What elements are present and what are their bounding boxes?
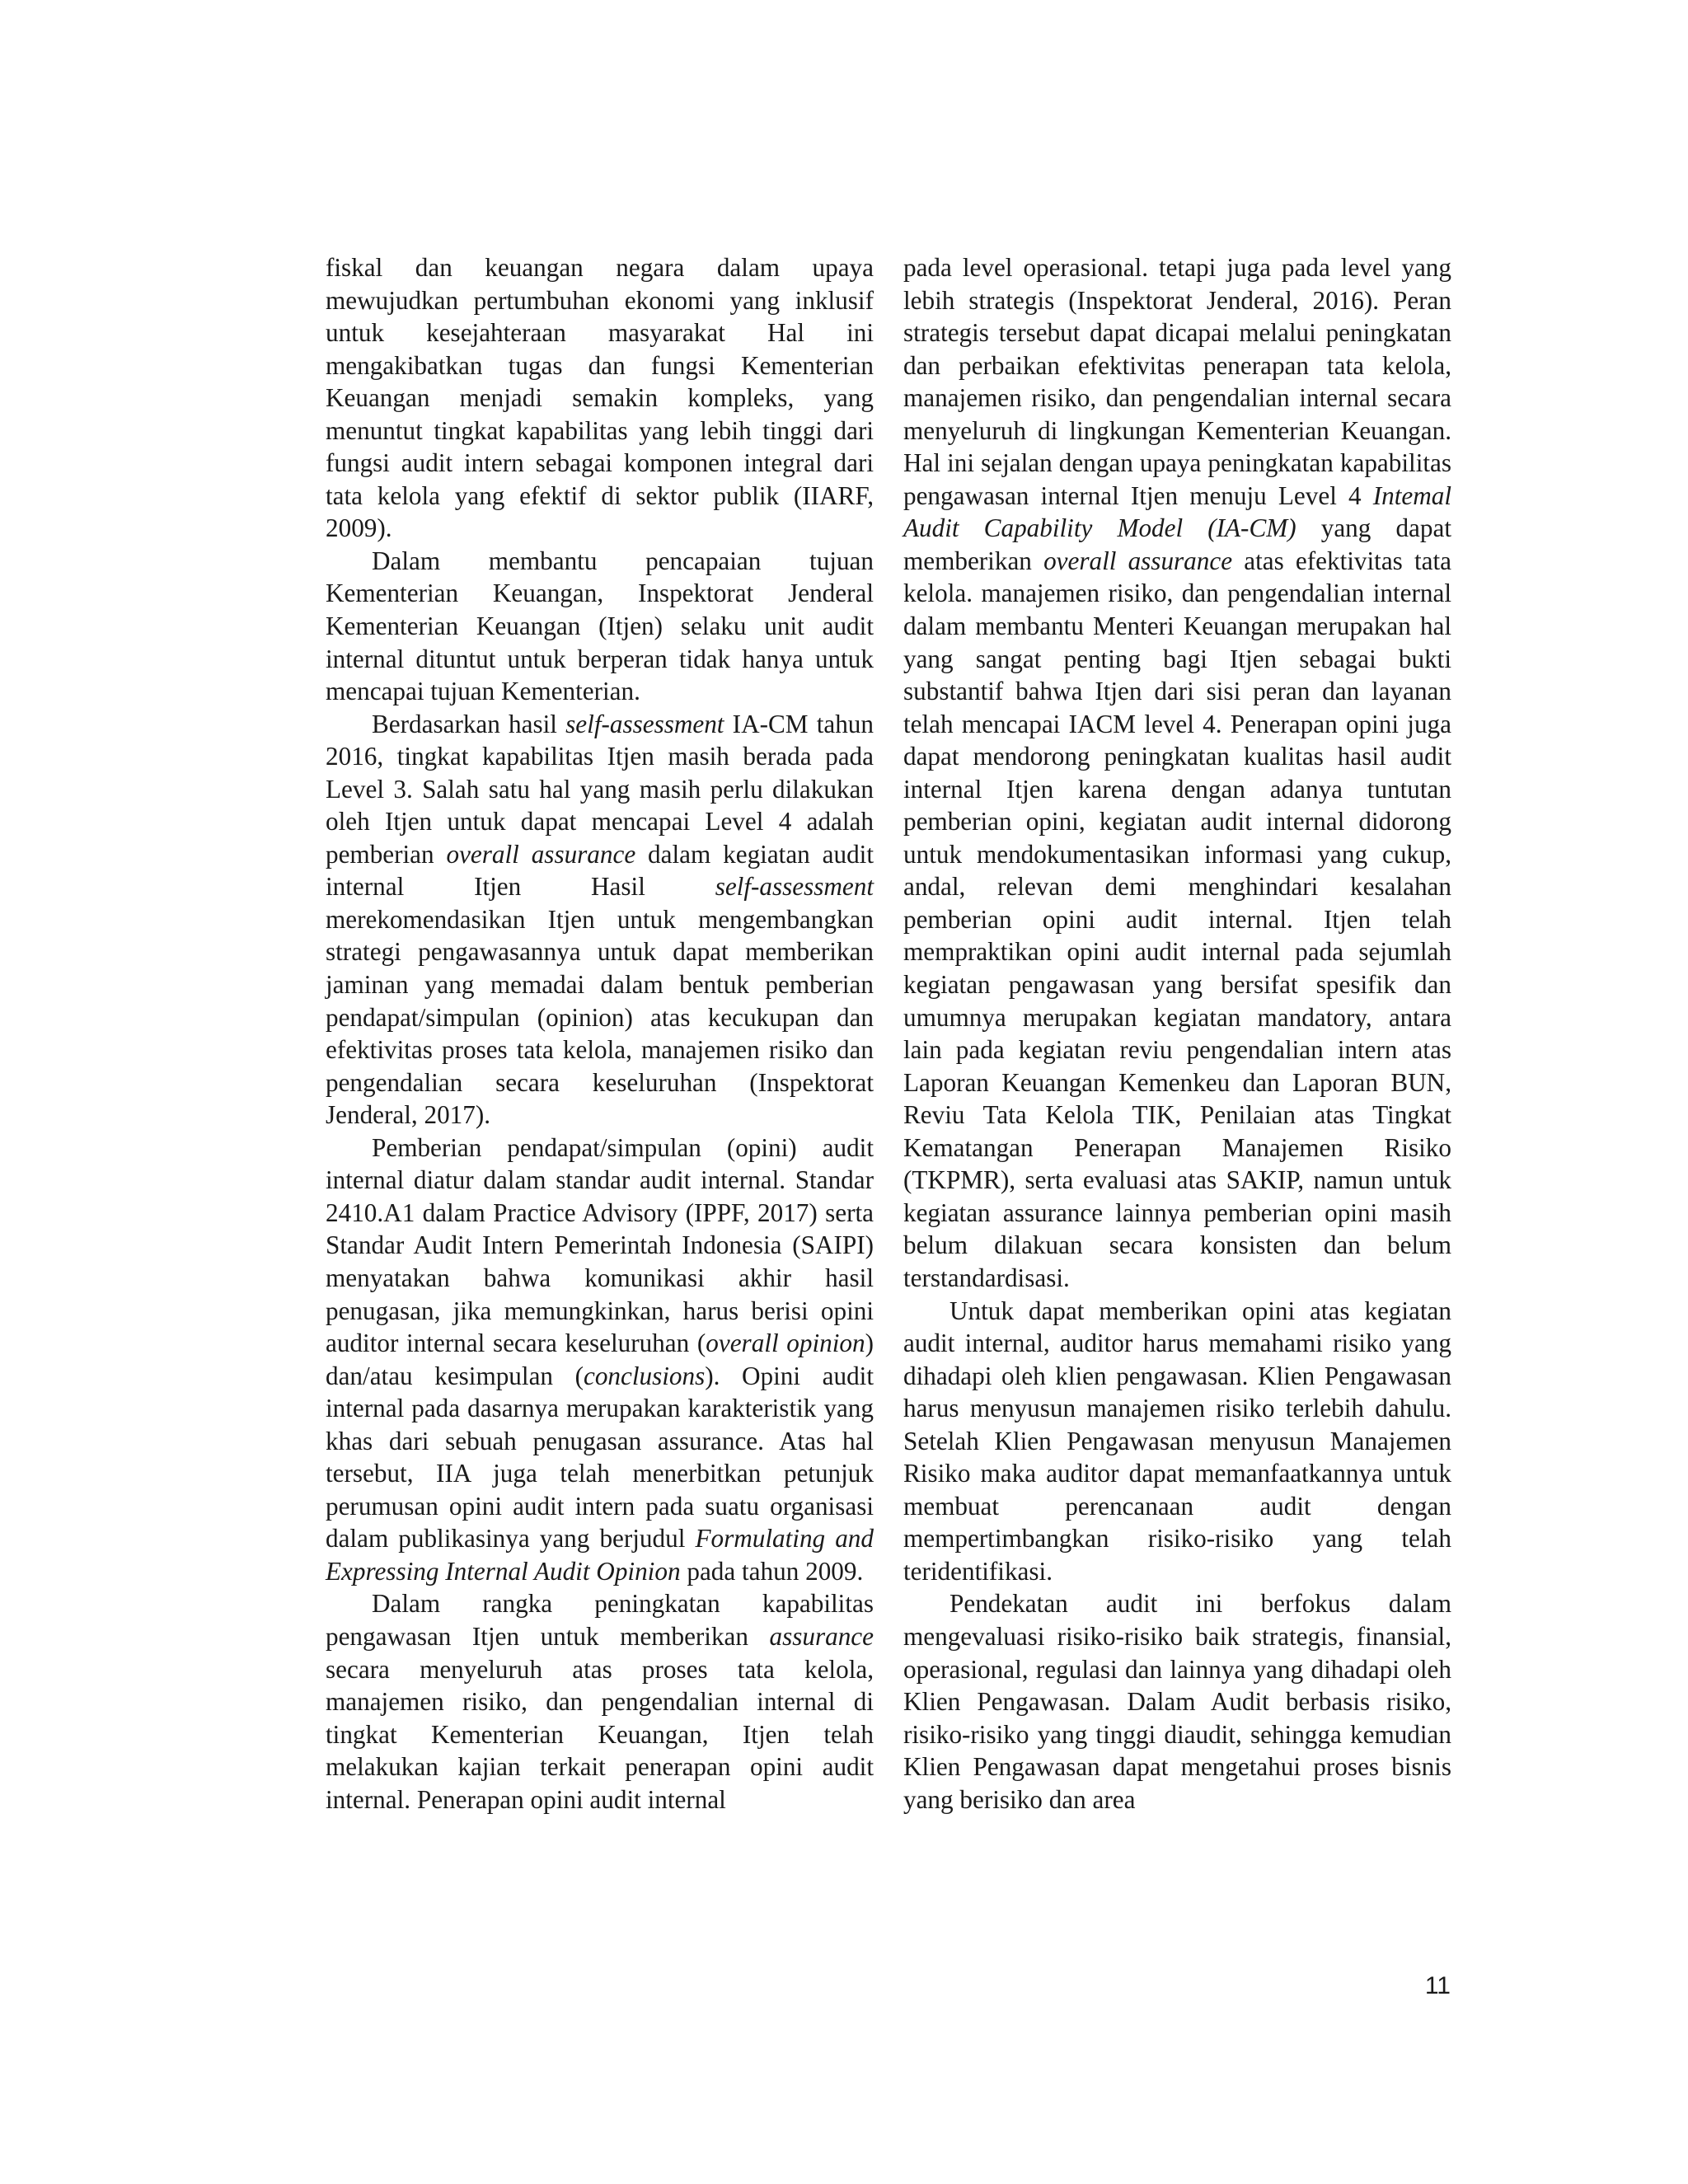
- paragraph: [326, 251, 874, 545]
- italic-text: overall opinion: [706, 1329, 865, 1358]
- text-run: fiskal dan keuangan negara dalam upaya mewujudkan pertumbuhan ekonomi yang inklusif untuk kesejahteraan masyarakat Hal ini mengakibatkan tugas dan fungsi Kementerian Keuangan menjadi semakin kompleks, yang menuntut tingkat kapabilitas yang lebih tinggi dari fungsi audit intern sebagai komponen integral dari tata kelola yang efektif di sektor publik (IIARF, 2009).: [326, 253, 874, 543]
- italic-text: assurance: [769, 1621, 874, 1651]
- text-run: pada tahun 2009.: [680, 1556, 864, 1586]
- text-run: atas efektivitas tata kelola. manajemen risiko, dan pengendalian internal dalam membantu Menteri Keuangan merupakan hal yang sangat penting bagi Itjen sebagai bukti substantif bahwa Itjen dari sisi peran dan layanan telah mencapai IACM level 4. Penerapan opini juga dapat mendorong peningkatan kualitas hasil audit internal Itjen karena dengan adanya tuntutan pemberian opini, kegiatan audit internal didorong untuk mendokumentasikan informasi yang cukup, andal, relevan demi menghindari kesalahan pemberian opini audit internal. Itjen telah mempraktikan opini audit internal pada sejumlah kegiatan pengawasan yang bersifat spesifik dan umumnya merupakan kegiatan mandatory, antara lain pada kegiatan reviu pengendalian intern atas Laporan Keuangan Kemenkeu dan Laporan BUN, Reviu Tata Kelola TIK, Penilaian atas Tingkat Kematangan Penerapan Manajemen Risiko (TKPMR), serta evaluasi atas SAKIP, namun untuk kegiatan assurance lainnya pemberian opini masih belum dilakuan secara konsisten dan belum terstandardisasi.: [903, 546, 1451, 1292]
- paragraph: [326, 545, 874, 708]
- right-column: [903, 251, 1451, 1816]
- italic-text: conclusions: [583, 1361, 706, 1390]
- text-run: Pemberian pendapat/simpulan (opini) audit internal diatur dalam standar audit internal. Standar 2410.A1 dalam Practice Advisory (IPPF, 2017) serta Standar Audit Intern Pemerintah Indonesia (SAIPI) menyatakan bahwa komunikasi akhir hasil penugasan, jika memungkinkan, harus berisi opini auditor internal secara keseluruhan (: [326, 1132, 874, 1358]
- paragraph: [903, 1295, 1451, 1588]
- text-run: pada level operasional. tetapi juga pada level yang lebih strategis (Inspektorat Jenderal, 2016). Peran strategis tersebut dapat dicapai melalui peningkatan dan perbaikan efektivitas penerapan tata kelola, manajemen risiko, dan pengendalian internal secara menyeluruh di lingkungan Kementerian Keuangan. Hal ini sejalan dengan upaya peningkatan kapabilitas pengawasan internal Itjen menuju Level 4: [903, 253, 1451, 510]
- italic-text: Formulating and Expressing Internal Audit Opinion: [326, 1524, 874, 1586]
- paragraph: [326, 1587, 874, 1816]
- text-run: yang dapat memberikan: [903, 513, 1451, 575]
- text-run: ). Opini audit internal pada dasarnya merupakan karakteristik yang khas dari sebuah penugasan assurance. Atas hal tersebut, IIA juga telah menerbitkan petunjuk perumusan opini audit intern pada suatu organisasi dalam publikasinya yang berjudul: [326, 1361, 874, 1554]
- page-number: 11: [1424, 1972, 1451, 1999]
- paragraph: [903, 1587, 1451, 1816]
- text-run: Untuk dapat memberikan opini atas kegiatan audit internal, auditor harus memahami risiko yang dihadapi oleh klien pengawasan. Klien Pengawasan harus menyusun manajemen risiko terlebih dahulu. Setelah Klien Pengawasan menyusun Manajemen Risiko maka auditor dapat memanfaatkannya untuk membuat perencanaan audit dengan mempertimbangkan risiko-risiko yang telah teridentifikasi.: [903, 1296, 1451, 1586]
- italic-text: self-assessment: [565, 709, 724, 738]
- italic-text: self-assessment: [715, 872, 874, 902]
- paragraph: [903, 251, 1451, 1295]
- text-run: ) dan/atau kesimpulan (: [326, 1329, 874, 1390]
- text-run: dalam kegiatan audit internal Itjen Hasil: [326, 839, 874, 902]
- text-run: IA-CM tahun 2016, tingkat kapabilitas Itjen masih berada pada Level 3. Salah satu hal yang masih perlu dilakukan oleh Itjen untuk dapat mencapai Level 4 adalah pemberian: [326, 709, 874, 869]
- text-run: secara menyeluruh atas proses tata kelola, manajemen risiko, dan pengendalian internal di tingkat Kementerian Keuangan, Itjen telah melakukan kajian terkait penerapan opini audit internal. Penerapan opini audit internal: [326, 1654, 874, 1814]
- italic-text: overall assurance: [446, 839, 636, 869]
- text-run: Dalam rangka peningkatan kapabilitas pengawasan Itjen untuk memberikan: [326, 1589, 874, 1651]
- left-column: [326, 251, 874, 1816]
- italic-text: Intemal Audit Capability Model (IA-CM): [903, 480, 1451, 543]
- paragraph: [326, 1132, 874, 1588]
- text-run: Dalam membantu pencapaian tujuan Kementerian Keuangan, Inspektorat Jenderal Kementerian Keuangan (Itjen) selaku unit audit internal dituntut untuk berperan tidak hanya untuk mencapai tujuan Kementerian.: [326, 546, 874, 706]
- text-run: Berdasarkan hasil: [372, 709, 566, 738]
- paragraph: [326, 708, 874, 1132]
- text-run: Pendekatan audit ini berfokus dalam mengevaluasi risiko-risiko baik strategis, finansial, operasional, regulasi dan lainnya yang dihadapi oleh Klien Pengawasan. Dalam Audit berbasis risiko, risiko-risiko yang tinggi diaudit, sehingga kemudian Klien Pengawasan dapat mengetahui proses bisnis yang berisiko dan area: [903, 1589, 1451, 1814]
- italic-text: overall assurance: [1043, 546, 1233, 575]
- text-run: merekomendasikan Itjen untuk mengembangkan strategi pengawasannya untuk dapat memberikan jaminan yang memadai dalam bentuk pemberian pendapat/simpulan (opinion) atas kecukupan dan efektivitas proses tata kelola, manajemen risiko dan pengendalian secara keseluruhan (Inspektorat Jenderal, 2017).: [326, 904, 874, 1130]
